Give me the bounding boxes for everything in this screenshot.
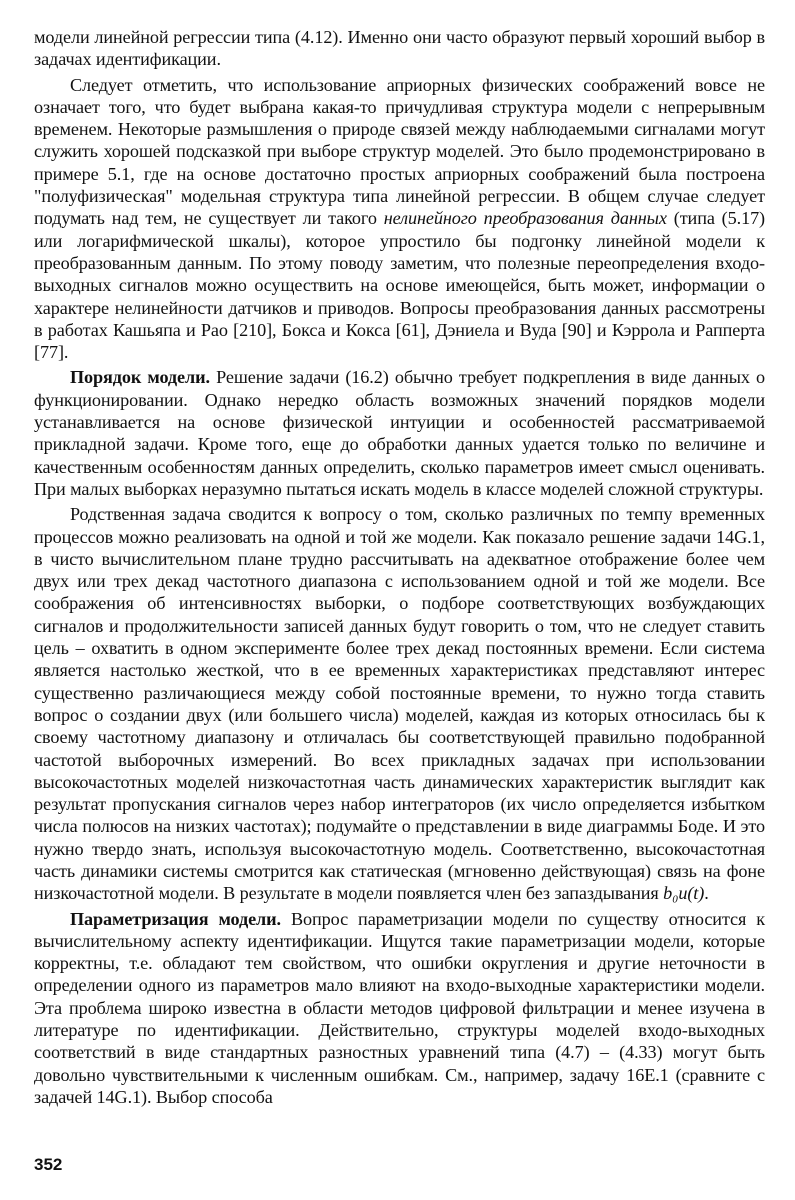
paragraph-time-scales: [34, 503, 765, 904]
section-heading-parametrization: Параметризация модели.: [70, 908, 281, 929]
paragraph-text-start: Следует отметить, что использование априорных физических соображений вовсе не означает того, что будет выбрана какая-то причудливая структура модели с непрерывным временем. Некоторые размышления о природе связей между наблюдаемыми сигналами могут служить хорошей подсказкой при выборе структур моделей. Это было продемонстрировано в примере 5.1, где на основе достаточно простых априорных соображений была построена "полуфизическая" модельная структура типа линейной регрессии. В общем случае следует подумать над тем, не существует ли такого: [34, 74, 765, 229]
paragraph-parametrization: [34, 908, 765, 1109]
section-heading-model-order: Порядок модели.: [70, 367, 210, 388]
paragraph-text-end: .: [704, 883, 709, 904]
paragraph-model-order: [34, 366, 765, 500]
page-number: 352: [34, 1155, 63, 1174]
paragraph-text: Решение задачи (16.2) обычно требует подкрепления в виде данных о функционировании. Однако нередко область возможных значений порядков модели устанавливается на основе физической интуиции и особенностей рассматриваемой прикладной задачи. Кроме того, еще до обработки данных удается только по величине и качественным особенностям данных определить, сколько параметров имеет смысл оценивать. При малых выборках неразумно пытаться искать модель в классе моделей сложной структуры.: [34, 367, 765, 499]
paragraph-text: Вопрос параметризации модели по существу относится к вычислительному аспекту идентификации. Ищутся такие параметризации модели, которые корректны, т.е. обладают тем свойством, что ошибки округления и другие неточности в определении одного из параметров мало влияют на входо-выходные характеристики модели. Эта проблема широко известна в области методов цифровой фильтрации и менее изучена в литературе по идентификации. Действительно, структуры моделей входо-выходных соответствий в виде стандартных разностных уравнений типа (4.7) – (4.33) могут быть довольно чувствительными к численным ошибкам. См., например, задачу 16E.1 (сравните с задачей 14G.1). Выбор способа: [34, 908, 765, 1107]
paragraph-continuation: модели линейной регрессии типа (4.12). Именно они часто образуют первый хороший выбор в задачах идентификации.: [34, 27, 765, 70]
emphasis-nonlinear-transform: нелинейного преобразования данных: [383, 208, 667, 229]
paragraph-physical-considerations: [34, 74, 765, 364]
paragraph-text-end: (типа (5.17) или логарифмической шкалы), которое упростило бы подгонку линейной модели к преобразованным данным. По этому поводу заметим, что полезные переопределения входо-выходных сигналов можно осуществить на основе имеющейся, быть может, информации о характере нелинейности датчиков и приводов. Вопросы преобразования данных рассмотрены в работах Кашьяпа и Рао [210], Бокса и Кокса [61], Дэниела и Вуда [90] и Кэррола и Рапперта [77].: [34, 208, 766, 363]
math-b0-u-t: b₀u(t): [663, 883, 705, 904]
paragraph-text-start: Родственная задача сводится к вопросу о том, сколько различных по темпу временных процессов можно реализовать на одной и той же модели. Как показало решение задачи 14G.1, в чисто вычислительном плане трудно рассчитывать на адекватное отображение более чем двух или трех декад частотного диапазона с использованием одной и той же модели. Все соображения об интенсивностях выборки, о подборе соответствующих возбуждающих сигналов и продолжительности записей данных будут говорить о том, что не следует ставить цель – охватить в одном эксперименте более трех декад постоянных времени. Если система является настолько жесткой, что в ее временных характеристиках представляют интерес существенно различающиеся между собой постоянные времени, то нужно тогда ставить вопрос о создании двух (или большего числа) моделей, каждая из которых относилась бы к своему частотному диапазону и отличалась бы соответствующей правильно подобранной частотой выборочных измерений. Во всех прикладных задачах при использовании высокочастотных моделей низкочастотная часть динамических характеристик выглядит как результат пропускания сигналов через набор интеграторов (их число определяется избытком числа полюсов на низких частотах); подумайте о представлении в виде диаграммы Боде. И это нужно твердо знать, используя высокочастотную модель. Соответственно, высокочастотная часть динамики системы смотрится как статическая (мгновенно действующая) связь на фоне низкочастотной модели. В результате в модели появляется член без запаздывания: [34, 504, 765, 904]
